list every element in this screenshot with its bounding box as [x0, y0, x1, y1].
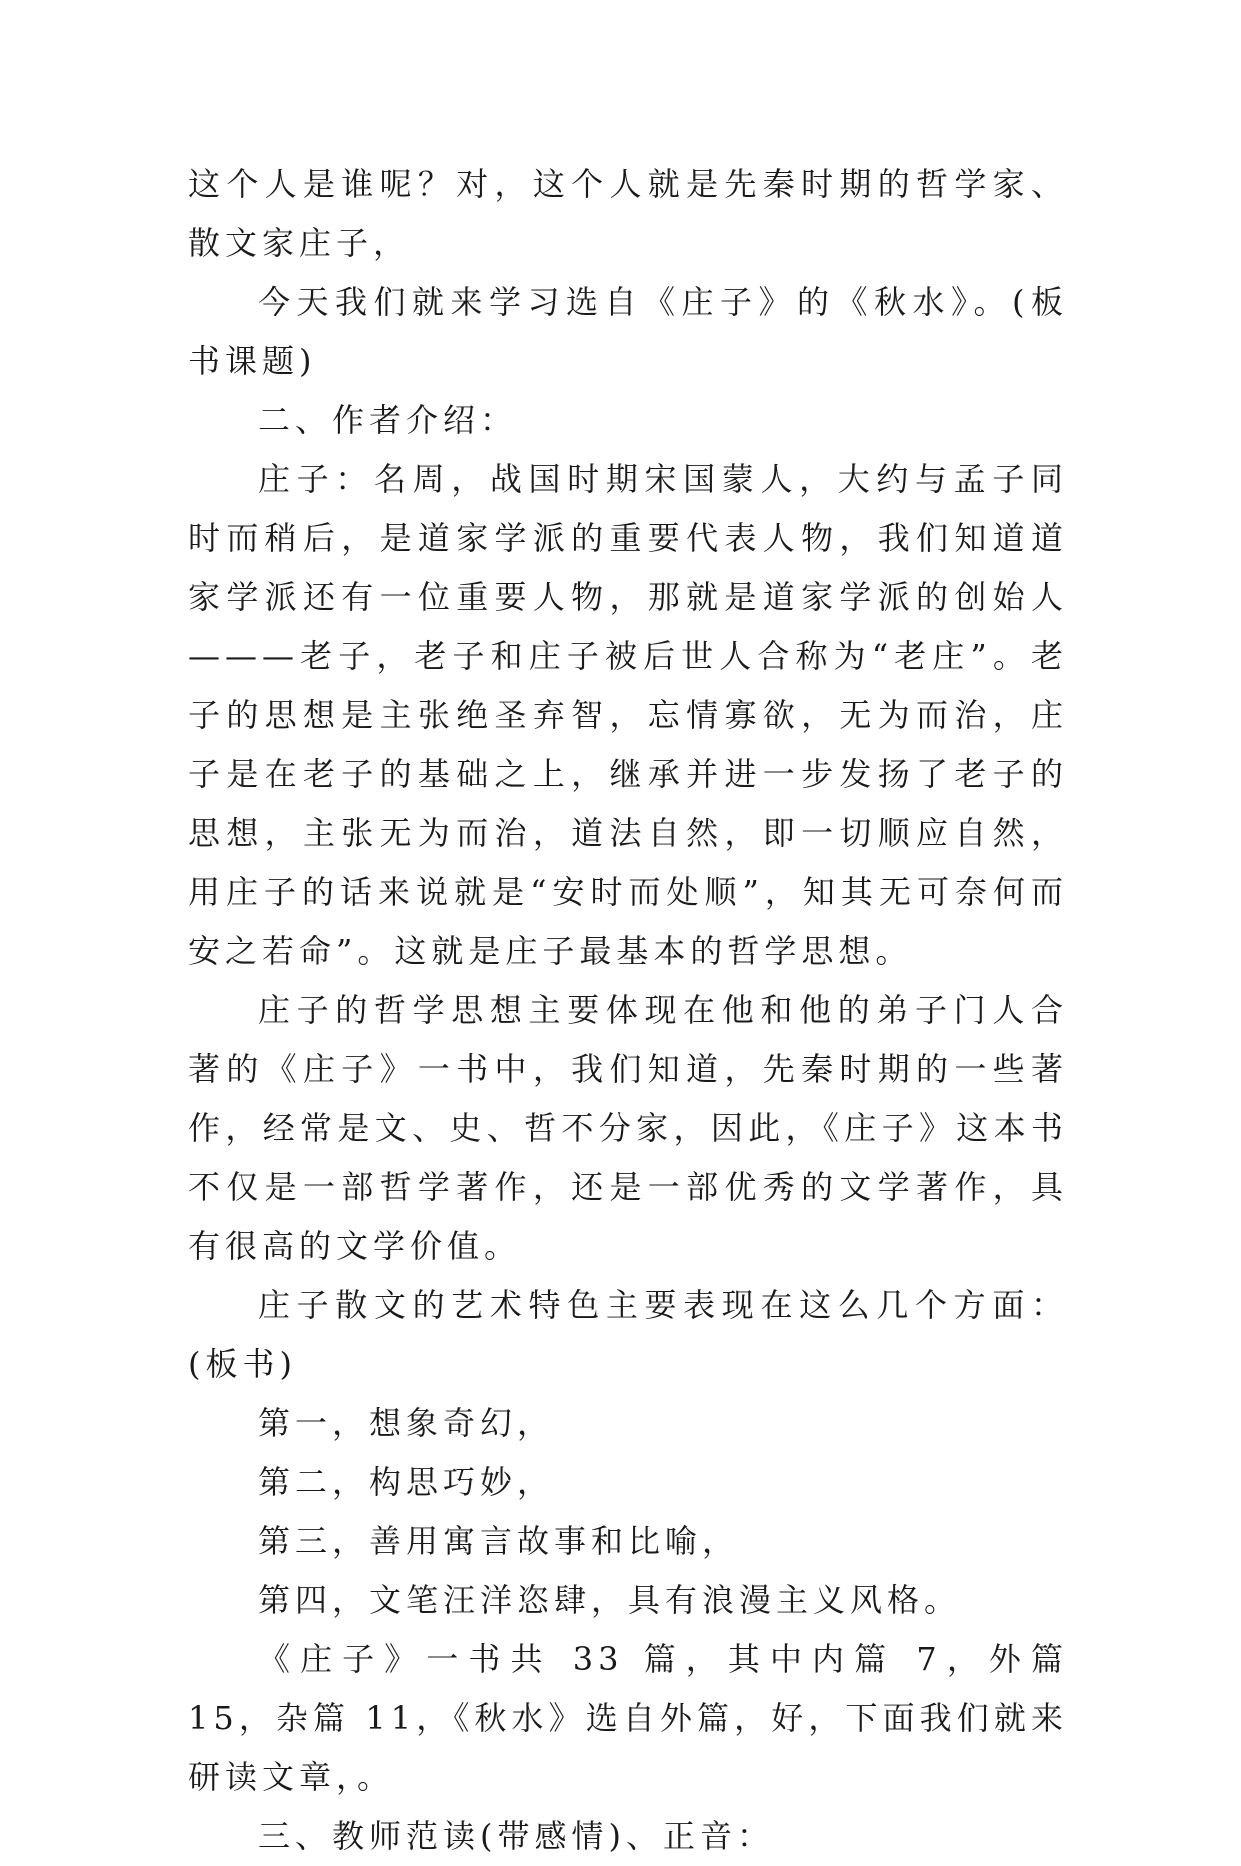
section-heading: 二、作者介绍：	[258, 401, 518, 439]
list-item: 第四，文笔汪洋恣肆，具有浪漫主义风格。	[258, 1581, 962, 1619]
paragraph: 庄子散文的艺术特色主要表现在这么几个方面：(板书)	[188, 1286, 1068, 1383]
paragraph: 《庄子》一书共 33 篇，其中内篇 7，外篇 15，杂篇 11，《秋水》选自外篇，好，下面我们就来研读文章，。	[188, 1640, 1068, 1796]
list-item: 第一，想象奇幻，	[258, 1404, 555, 1442]
paragraph: 今天我们就来学习选自《庄子》的《秋水》。(板书课题)	[188, 283, 1068, 380]
paragraph: 庄子的哲学思想主要体现在他和他的弟子门人合著的《庄子》一书中，我们知道，先秦时期的一些著作，经常是文、史、哲不分家，因此，《庄子》这本书不仅是一部哲学著作，还是一部优秀的文学著作，具有很高的文学价值。	[188, 991, 1068, 1265]
document-body	[188, 155, 1068, 1866]
paragraph: 庄子：名周，战国时期宋国蒙人，大约与孟子同时而稍后，是道家学派的重要代表人物，我们知道道家学派还有一位重要人物，那就是道家学派的创始人———老子，老子和庄子被后世人合称为“老庄”。老子的思想是主张绝圣弃智，忘情寡欲，无为而治，庄子是在老子的基础之上，继承并进一步发扬了老子的思想，主张无为而治，道法自然，即一切顺应自然，用庄子的话来说就是“安时而处顺”，知其无可奈何而安之若命”。这就是庄子最基本的哲学思想。	[188, 460, 1068, 970]
list-item: 第三，善用寓言故事和比喻，	[258, 1522, 740, 1560]
section-heading: 三、教师范读(带感情)、正音：	[258, 1817, 774, 1855]
list-item: 第二，构思巧妙，	[258, 1463, 555, 1501]
paragraph: 这个人是谁呢？对，这个人就是先秦时期的哲学家、散文家庄子，	[188, 165, 1068, 262]
